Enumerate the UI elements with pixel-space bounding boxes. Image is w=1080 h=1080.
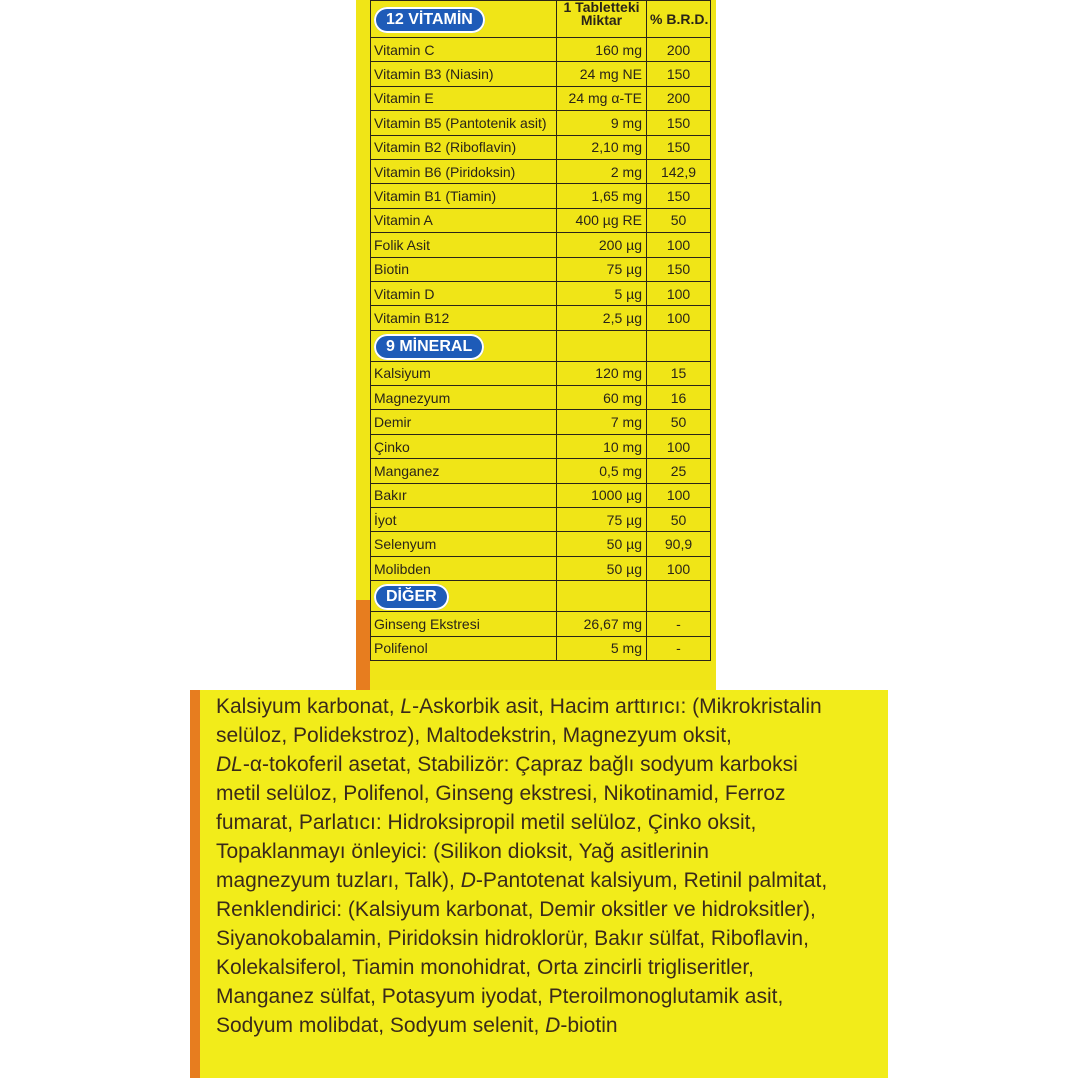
nutrient-amount: 9 mg — [557, 111, 647, 135]
table-row — [371, 62, 711, 86]
nutrient-amount: 2,10 mg — [557, 135, 647, 159]
nutrient-amount: 75 µg — [557, 257, 647, 281]
nutrient-percent: 100 — [647, 306, 711, 330]
vitamin-section-pill: 12 VİTAMİN — [374, 7, 485, 33]
amount-column-header — [557, 1, 647, 38]
nutrient-amount: 160 mg — [557, 38, 647, 62]
table-row — [371, 233, 711, 257]
nutrient-name: Vitamin B2 (Riboflavin) — [371, 135, 557, 159]
ingredients-text-fragment: DL — [216, 753, 243, 776]
ingredients-text-fragment: magnezyum tuzları, Talk), — [216, 869, 461, 892]
ingredients-line — [216, 692, 876, 721]
ingredients-text-fragment: metil selüloz, Polifenol, Ginseng ekstresi, Nikotinamid, Ferroz — [216, 782, 786, 805]
nutrient-amount: 0,5 mg — [557, 459, 647, 483]
nutrient-amount: 60 mg — [557, 386, 647, 410]
nutrient-amount: 75 µg — [557, 508, 647, 532]
nutrient-percent: 100 — [647, 233, 711, 257]
other-section-header-pill: DİĞER — [374, 584, 449, 610]
nutrient-name: Vitamin B6 (Piridoksin) — [371, 159, 557, 183]
ingredients-text-fragment: D — [460, 869, 476, 892]
nutrient-name: Demir — [371, 410, 557, 434]
ingredients-text-fragment: D — [545, 1014, 561, 1037]
ingredients-text-fragment: selüloz, Polidekstroz), Maltodekstrin, Magnezyum oksit, — [216, 724, 732, 747]
nutrient-name: Vitamin B3 (Niasin) — [371, 62, 557, 86]
nutrient-amount: 200 µg — [557, 233, 647, 257]
nutrient-percent: 50 — [647, 208, 711, 232]
nutrient-name: Vitamin A — [371, 208, 557, 232]
nutrient-percent: 50 — [647, 508, 711, 532]
nutrient-percent: 50 — [647, 410, 711, 434]
table-row — [371, 532, 711, 556]
nutrient-amount: 24 mg NE — [557, 62, 647, 86]
percent-column-header: % B.R.D. — [647, 1, 711, 38]
table-row — [371, 281, 711, 305]
ingredients-text-fragment: Sodyum molibdat, Sodyum selenit, — [216, 1014, 546, 1037]
amount-header-line1: 1 Tabletteki — [563, 0, 640, 15]
nutrient-name: Selenyum — [371, 532, 557, 556]
nutrient-name: Kalsiyum — [371, 361, 557, 385]
table-row — [371, 556, 711, 580]
nutrient-amount: 5 µg — [557, 281, 647, 305]
nutrient-name: Çinko — [371, 434, 557, 458]
nutrient-amount: 120 mg — [557, 361, 647, 385]
nutrient-percent: 150 — [647, 135, 711, 159]
mineral-section-header-pill: 9 MİNERAL — [374, 334, 484, 360]
other-section-header-cell — [371, 581, 557, 612]
ingredients-line — [216, 721, 876, 750]
nutrient-name: Vitamin B5 (Pantotenik asit) — [371, 111, 557, 135]
nutrient-name: Biotin — [371, 257, 557, 281]
nutrient-amount: 2 mg — [557, 159, 647, 183]
ingredients-text-fragment: -α-tokoferil asetat, Stabilizör: Çapraz bağlı sodyum karboksi — [242, 753, 798, 776]
nutrient-amount: 50 µg — [557, 556, 647, 580]
empty-cell — [647, 330, 711, 361]
ingredients-line — [216, 808, 876, 837]
ingredients-text-fragment: Renklendirici: (Kalsiyum karbonat, Demir oksitler ve hidroksitler), — [216, 898, 816, 921]
orange-packaging-strip — [356, 600, 370, 690]
ingredients-text-fragment: Kalsiyum karbonat, — [216, 695, 401, 718]
ingredients-line — [216, 895, 876, 924]
table-row — [371, 208, 711, 232]
table-row — [371, 410, 711, 434]
nutrition-table-area — [370, 0, 710, 690]
empty-cell — [647, 581, 711, 612]
nutrient-name: Molibden — [371, 556, 557, 580]
nutrient-percent: 150 — [647, 111, 711, 135]
table-row — [371, 38, 711, 62]
other-section-header-row — [371, 581, 711, 612]
nutrient-amount: 400 µg RE — [557, 208, 647, 232]
ingredients-text — [216, 692, 876, 1040]
amount-header-line2: Miktar — [580, 12, 623, 28]
nutrient-percent: 90,9 — [647, 532, 711, 556]
nutrient-amount: 50 µg — [557, 532, 647, 556]
ingredients-line — [216, 837, 876, 866]
nutrient-percent: 100 — [647, 556, 711, 580]
ingredients-line — [216, 779, 876, 808]
nutrient-percent: 150 — [647, 257, 711, 281]
table-row — [371, 434, 711, 458]
nutrition-table — [370, 0, 711, 661]
nutrient-amount: 26,67 mg — [557, 612, 647, 636]
nutrient-amount: 24 mg α-TE — [557, 86, 647, 110]
table-row — [371, 459, 711, 483]
table-row — [371, 508, 711, 532]
ingredients-text-fragment: fumarat, Parlatıcı: Hidroksipropil metil selüloz, Çinko oksit, — [216, 811, 757, 834]
nutrient-percent: - — [647, 636, 711, 660]
nutrient-percent: 200 — [647, 38, 711, 62]
nutrient-name: Vitamin E — [371, 86, 557, 110]
ingredients-line — [216, 924, 876, 953]
nutrient-amount: 10 mg — [557, 434, 647, 458]
empty-cell — [557, 330, 647, 361]
ingredients-text-fragment: -biotin — [560, 1014, 618, 1037]
nutrient-amount: 1000 µg — [557, 483, 647, 507]
nutrient-percent: 100 — [647, 483, 711, 507]
nutrient-percent: 200 — [647, 86, 711, 110]
ingredients-line — [216, 1011, 876, 1040]
nutrient-percent: 16 — [647, 386, 711, 410]
ingredients-line — [216, 953, 876, 982]
nutrient-percent: 25 — [647, 459, 711, 483]
table-row — [371, 135, 711, 159]
table-row — [371, 306, 711, 330]
table-row — [371, 612, 711, 636]
nutrient-name: Bakır — [371, 483, 557, 507]
ingredients-text-fragment: L — [400, 695, 413, 718]
ingredients-orange-strip — [190, 690, 200, 1078]
ingredients-text-fragment: Manganez sülfat, Potasyum iyodat, Pteroilmonoglutamik asit, — [216, 985, 784, 1008]
table-row — [371, 386, 711, 410]
nutrient-name: İyot — [371, 508, 557, 532]
nutrient-name: Vitamin D — [371, 281, 557, 305]
ingredients-text-fragment: -Pantotenat kalsiyum, Retinil palmitat, — [475, 869, 828, 892]
empty-cell — [557, 581, 647, 612]
nutrient-name: Polifenol — [371, 636, 557, 660]
mineral-section-header-cell — [371, 330, 557, 361]
table-header-row — [371, 1, 711, 38]
table-row — [371, 159, 711, 183]
nutrient-percent: 15 — [647, 361, 711, 385]
table-row — [371, 361, 711, 385]
nutrient-name: Magnezyum — [371, 386, 557, 410]
ingredients-text-fragment: Topaklanmayı önleyici: (Silikon dioksit, Yağ asitlerinin — [216, 840, 709, 863]
ingredients-text-fragment: Kolekalsiferol, Tiamin monohidrat, Orta zincirli trigliseritler, — [216, 956, 755, 979]
nutrient-name: Manganez — [371, 459, 557, 483]
table-row — [371, 86, 711, 110]
mineral-section-header-row — [371, 330, 711, 361]
table-row — [371, 257, 711, 281]
nutrient-name: Vitamin B12 — [371, 306, 557, 330]
nutrient-name: Vitamin B1 (Tiamin) — [371, 184, 557, 208]
ingredients-line — [216, 866, 876, 895]
table-row — [371, 483, 711, 507]
table-row — [371, 636, 711, 660]
nutrient-amount: 7 mg — [557, 410, 647, 434]
nutrient-percent: 100 — [647, 434, 711, 458]
nutrient-amount: 5 mg — [557, 636, 647, 660]
nutrient-percent: 150 — [647, 62, 711, 86]
table-row — [371, 184, 711, 208]
nutrient-percent: 100 — [647, 281, 711, 305]
nutrient-amount: 1,65 mg — [557, 184, 647, 208]
nutrient-percent: 150 — [647, 184, 711, 208]
nutrient-amount: 2,5 µg — [557, 306, 647, 330]
ingredients-line — [216, 750, 876, 779]
ingredients-line — [216, 982, 876, 1011]
nutrient-name: Folik Asit — [371, 233, 557, 257]
nutrient-percent: 142,9 — [647, 159, 711, 183]
nutrient-percent: - — [647, 612, 711, 636]
table-row — [371, 111, 711, 135]
nutrient-name: Vitamin C — [371, 38, 557, 62]
ingredients-text-fragment: -Askorbik asit, Hacim arttırıcı: (Mikrokristalin — [412, 695, 822, 718]
nutrient-name: Ginseng Ekstresi — [371, 612, 557, 636]
vitamin-section-header — [371, 1, 557, 38]
ingredients-text-fragment: Siyanokobalamin, Piridoksin hidroklorür, Bakır sülfat, Riboflavin, — [216, 927, 809, 950]
